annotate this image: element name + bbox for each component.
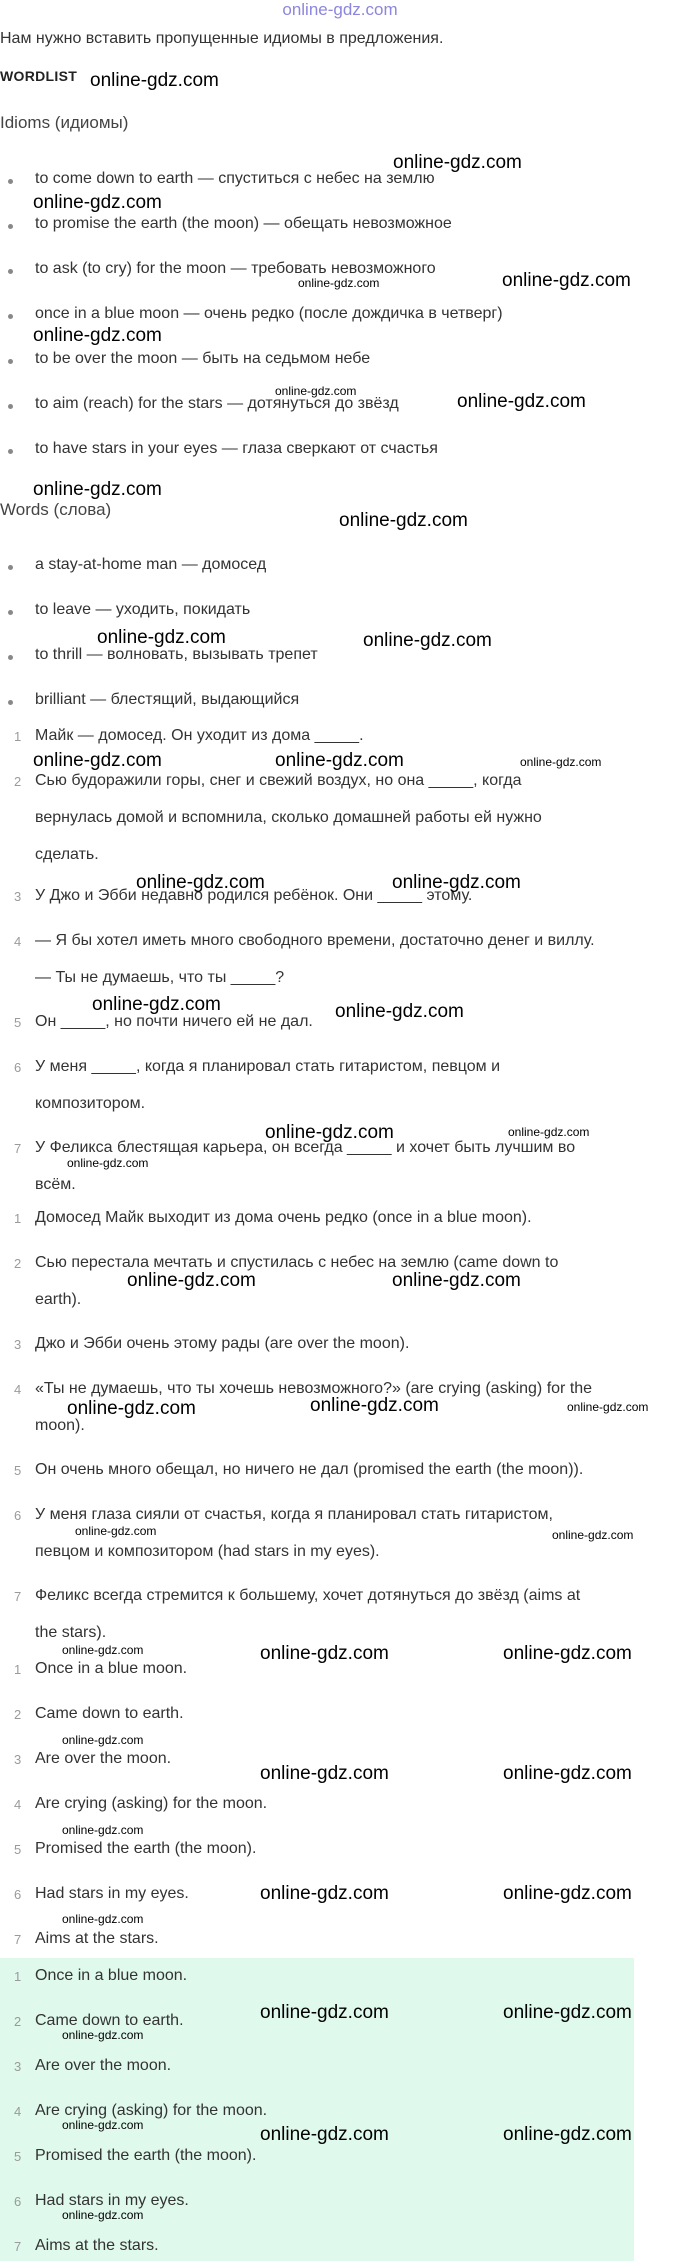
task-number: 7 — [14, 1141, 22, 1156]
task-number: 3 — [14, 889, 22, 904]
highlighted-answer-number: 7 — [14, 2239, 22, 2254]
task-line: — Ты не думаешь, что ты _____? — [35, 969, 285, 986]
watermark: online-gdz.com — [62, 1733, 144, 1747]
answer-number: 7 — [14, 1932, 22, 1947]
watermark: online-gdz.com — [392, 872, 521, 893]
watermark: online-gdz.com — [260, 1763, 389, 1784]
watermark: online-gdz.com — [75, 1524, 157, 1538]
idiom-item: to have stars in your eyes — глаза сверкают от счастья — [35, 440, 438, 457]
translation-line: Он очень много обещал, но ничего не дал (promised the earth (the moon)). — [35, 1461, 584, 1478]
task-number: 1 — [14, 729, 22, 744]
watermark: online-gdz.com — [67, 1156, 149, 1170]
watermark: online-gdz.com — [275, 750, 404, 771]
task-line: композитором. — [35, 1095, 146, 1112]
highlighted-answer-number: 4 — [14, 2104, 22, 2119]
highlighted-answer-number: 2 — [14, 2014, 22, 2029]
idiom-item-bullet — [8, 449, 13, 454]
translation-line: певцом и композитором (had stars in my eyes). — [35, 1543, 380, 1560]
watermark: online-gdz.com — [502, 270, 631, 291]
answer-number: 4 — [14, 1797, 22, 1812]
watermark: online-gdz.com — [67, 1398, 196, 1419]
highlighted-answer: Promised the earth (the moon). — [35, 2147, 257, 2164]
site-brand[interactable]: online-gdz.com — [282, 0, 398, 19]
word-item-bullet — [8, 565, 13, 570]
task-line: У меня _____, когда я планировал стать гитаристом, певцом и — [35, 1058, 501, 1075]
word-item: to leave — уходить, покидать — [35, 601, 251, 618]
watermark: online-gdz.com — [275, 384, 357, 398]
watermark: online-gdz.com — [503, 1883, 632, 1904]
watermark: online-gdz.com — [508, 1125, 590, 1139]
watermark: online-gdz.com — [503, 1763, 632, 1784]
highlighted-answer: Had stars in my eyes. — [35, 2192, 189, 2209]
watermark: online-gdz.com — [393, 152, 522, 173]
watermark: online-gdz.com — [33, 325, 162, 346]
idiom-item-bullet — [8, 404, 13, 409]
watermark: online-gdz.com — [260, 1643, 389, 1664]
watermark: online-gdz.com — [33, 192, 162, 213]
highlighted-answer-number: 5 — [14, 2149, 22, 2164]
translation-number: 2 — [14, 1256, 22, 1271]
idiom-item-bullet — [8, 179, 13, 184]
task-line: всём. — [35, 1176, 76, 1193]
answer-number: 5 — [14, 1842, 22, 1857]
highlighted-answer: Came down to earth. — [35, 2012, 184, 2029]
word-item: a stay-at-home man — домосед — [35, 556, 267, 573]
idiom-item: to aim (reach) for the stars — дотянуться до звёзд — [35, 395, 399, 412]
translation-number: 1 — [14, 1211, 22, 1226]
watermark: online-gdz.com — [90, 70, 219, 91]
highlighted-answer-number: 1 — [14, 1969, 22, 1984]
task-number: 2 — [14, 774, 22, 789]
watermark: online-gdz.com — [567, 1400, 649, 1414]
words-heading: Words (слова) — [0, 500, 112, 519]
translation-line: moon). — [35, 1417, 85, 1434]
translation-number: 6 — [14, 1508, 22, 1523]
idiom-item-bullet — [8, 224, 13, 229]
watermark: online-gdz.com — [62, 1823, 144, 1837]
watermark: online-gdz.com — [298, 276, 380, 290]
idiom-item: to promise the earth (the moon) — обещать невозможное — [35, 215, 452, 232]
watermark: online-gdz.com — [265, 1122, 394, 1143]
watermark: online-gdz.com — [552, 1528, 634, 1542]
task-line: У Джо и Эбби недавно родился ребёнок. Они _____ этому. — [35, 887, 473, 904]
answer: Promised the earth (the moon). — [35, 1840, 257, 1857]
highlighted-answer: Once in a blue moon. — [35, 1967, 188, 1984]
idiom-item: to come down to earth — спуститься с небес на землю — [35, 170, 435, 187]
highlighted-answer-number: 3 — [14, 2059, 22, 2074]
idiom-item: once in a blue moon — очень редко (после дождичка в четверг) — [35, 305, 503, 322]
task-number: 4 — [14, 934, 22, 949]
watermark: online-gdz.com — [62, 2028, 144, 2042]
watermark: online-gdz.com — [335, 1001, 464, 1022]
watermark: online-gdz.com — [520, 755, 602, 769]
watermark: online-gdz.com — [260, 2124, 389, 2145]
watermark: online-gdz.com — [339, 510, 468, 531]
answer-number: 3 — [14, 1752, 22, 1767]
task-line: — Я бы хотел иметь много свободного времени, достаточно денег и виллу. — [35, 932, 595, 949]
answer-number: 2 — [14, 1707, 22, 1722]
answer-number: 1 — [14, 1662, 22, 1677]
intro-text: Нам нужно вставить пропущенные идиомы в предложения. — [0, 30, 444, 47]
idiom-item-bullet — [8, 269, 13, 274]
translation-line: the stars). — [35, 1624, 107, 1641]
answer: Had stars in my eyes. — [35, 1885, 189, 1902]
highlighted-answer-number: 6 — [14, 2194, 22, 2209]
watermark: online-gdz.com — [503, 1643, 632, 1664]
answer: Once in a blue moon. — [35, 1660, 188, 1677]
task-line: Майк — домосед. Он уходит из дома _____. — [35, 727, 364, 744]
translation-number: 5 — [14, 1463, 22, 1478]
idiom-item-bullet — [8, 314, 13, 319]
translation-line: Джо и Эбби очень этому рады (are over the moon). — [35, 1335, 410, 1352]
answer: Are over the moon. — [35, 1750, 172, 1767]
answer: Came down to earth. — [35, 1705, 184, 1722]
watermark: online-gdz.com — [62, 1643, 144, 1657]
watermark: online-gdz.com — [97, 627, 226, 648]
translation-line: Феликс всегда стремится к большему, хочет дотянуться до звёзд (aims at — [35, 1587, 581, 1604]
task-number: 5 — [14, 1015, 22, 1030]
translation-number: 7 — [14, 1589, 22, 1604]
watermark: online-gdz.com — [33, 479, 162, 500]
word-item-bullet — [8, 700, 13, 705]
task-line: сделать. — [35, 846, 99, 863]
idioms-heading: Idioms (идиомы) — [0, 113, 129, 132]
translation-line: earth). — [35, 1291, 82, 1308]
watermark: online-gdz.com — [457, 391, 586, 412]
answer: Aims at the stars. — [35, 1930, 159, 1947]
watermark: online-gdz.com — [62, 2208, 144, 2222]
watermark: online-gdz.com — [62, 2118, 144, 2132]
watermark: online-gdz.com — [503, 2124, 632, 2145]
task-line: Сью будоражили горы, снег и свежий воздух, но она _____, когда — [35, 772, 522, 789]
watermark: online-gdz.com — [62, 1912, 144, 1926]
task-line: Он _____, но почти ничего ей не дал. — [35, 1013, 313, 1030]
translation-number: 4 — [14, 1382, 22, 1397]
word-item-bullet — [8, 655, 13, 660]
wordlist-label: WORDLIST — [0, 68, 78, 84]
translation-line: Домосед Майк выходит из дома очень редко (once in a blue moon). — [35, 1209, 532, 1226]
task-line: У Феликса блестящая карьера, он всегда _____ и хочет быть лучшим во — [35, 1139, 576, 1156]
watermark: online-gdz.com — [260, 2002, 389, 2023]
watermark: online-gdz.com — [33, 750, 162, 771]
highlighted-answer: Are over the moon. — [35, 2057, 172, 2074]
idiom-item: to be over the moon — быть на седьмом небе — [35, 350, 371, 367]
watermark: online-gdz.com — [136, 872, 265, 893]
watermark: online-gdz.com — [392, 1270, 521, 1291]
answer-number: 6 — [14, 1887, 22, 1902]
word-item-bullet — [8, 610, 13, 615]
idiom-item: to ask (to cry) for the moon — требовать невозможного — [35, 260, 436, 277]
watermark: online-gdz.com — [363, 630, 492, 651]
highlighted-answer: Aims at the stars. — [35, 2237, 159, 2254]
translation-line: Сью перестала мечтать и спустилась с небес на землю (came down to — [35, 1254, 559, 1271]
answer: Are crying (asking) for the moon. — [35, 1795, 268, 1812]
watermark: online-gdz.com — [92, 994, 221, 1015]
word-item: to thrill — волновать, вызывать трепет — [35, 646, 318, 663]
task-line: вернулась домой и вспомнила, сколько домашней работы ей нужно — [35, 809, 542, 826]
word-item: brilliant — блестящий, выдающийся — [35, 691, 300, 708]
highlighted-answer: Are crying (asking) for the moon. — [35, 2102, 268, 2119]
watermark: online-gdz.com — [127, 1270, 256, 1291]
watermark: online-gdz.com — [310, 1395, 439, 1416]
translation-line: У меня глаза сияли от счастья, когда я планировал стать гитаристом, — [35, 1506, 553, 1523]
watermark: online-gdz.com — [260, 1883, 389, 1904]
translation-line: «Ты не думаешь, что ты хочешь невозможного?» (are crying (asking) for the — [35, 1380, 593, 1397]
task-number: 6 — [14, 1060, 22, 1075]
idiom-item-bullet — [8, 359, 13, 364]
watermark: online-gdz.com — [503, 2002, 632, 2023]
translation-number: 3 — [14, 1337, 22, 1352]
